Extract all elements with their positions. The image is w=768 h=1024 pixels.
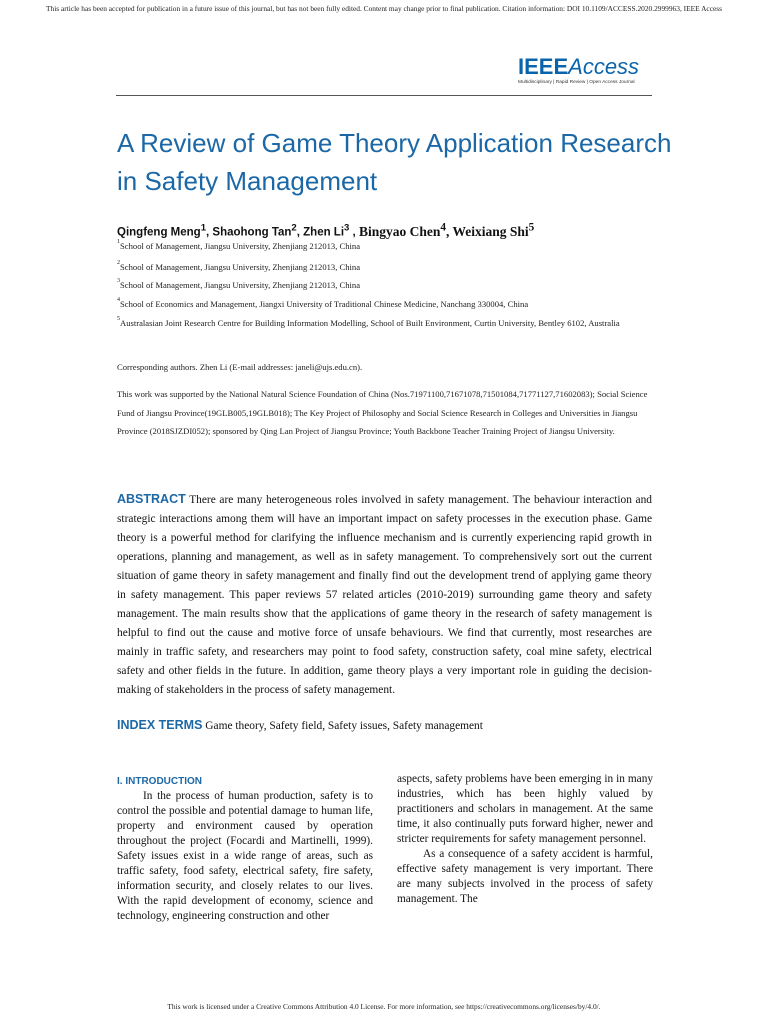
- author-name: Qingfeng Meng: [117, 226, 201, 239]
- funding-statement: This work was supported by the National Natural Science Foundation of China (Nos.71971100,71671078,71501084,71771127,71602083); Social Science Fund of Jiangsu Province(19GLB005,19GLB018); The Key Project of Philosophy and Social Science Research in Colleges and Universities in Jiangsu Province (2018SJZDI052); sponsored by Qing Lan Project of Jiangsu Province; Youth Backbone Teacher Training Project of Jiangsu University.: [117, 389, 648, 437]
- affiliation-text: School of Management, Jiangsu University, Zhenjiang 212013, China: [120, 280, 361, 290]
- column-right: [397, 772, 653, 907]
- column-left: [117, 772, 373, 924]
- abstract-label: ABSTRACT: [117, 492, 186, 506]
- abstract-text: There are many heterogeneous roles involved in safety management. The behaviour interaction and strategic interactions among them will have an important impact on safety processes in the execution phase. Game theory is a powerful method for clarifying the influence mechanism and is currently experiencing rapid growth in operations, planning and management, as well as in safety management. To comprehensively sort out the current situation of game theory in safety management and finally find out the development trend of applying game theory in safety management. This paper reviews 57 related articles (2010-2019) surrounding game theory and safety management. The main results show that the applications of game theory in the research of safety management is helpful to find out the cause and motive force of unsafe behaviours. We find that currently, most researches are mainly in traffic safety, and researchers may point to food safety, construction safety, coal mine safety, electrical safety and other fields in the future. In addition, game theory plays a very important role in guiding the decision-making of stakeholders in the process of safety management.: [117, 494, 652, 696]
- author-name: Bingyao Chen: [358, 223, 441, 239]
- header-divider: [116, 95, 652, 96]
- affiliation-5: [117, 314, 623, 332]
- affiliation-text: Australasian Joint Research Centre for Building Information Modelling, School of Built Environment, Curtin University, Bentley 6102, Australia: [120, 318, 620, 328]
- affiliation-3: [117, 276, 657, 294]
- affiliation-sup: 5: [117, 316, 120, 322]
- license-footer: This work is licensed under a Creative Commons Attribution 4.0 License. For more information, see https://creativecommons.org/licenses/by/4.0/.: [167, 1002, 601, 1011]
- author-list: Qingfeng Meng$^1$, Shaohong Tan$^2$, Zhen Li$^3$ , Bingyao Chen$^4$, Weixiang Shi$^5$: [117, 221, 535, 239]
- author-name: Weixiang Shi: [452, 223, 529, 239]
- author-sup: 2: [291, 222, 297, 234]
- affiliation-4: [117, 295, 657, 313]
- index-terms-label: INDEX TERMS: [117, 718, 203, 732]
- author-sup: 3: [344, 222, 350, 234]
- affiliation-sup: 3: [117, 278, 120, 284]
- affiliation-1: [117, 237, 657, 255]
- author-sup: 4: [440, 221, 446, 233]
- affiliation-sup: 2: [117, 260, 120, 266]
- publication-notice: This article has been accepted for publication in a future issue of this journal, but has not been fully edited. Content may change prior to final publication. Citation information: DOI 10.1109/ACCESS.2020.2999963, IEEE Access: [45, 4, 723, 13]
- index-terms: [117, 716, 657, 736]
- section-heading: I. INTRODUCTION: [117, 776, 202, 787]
- index-terms-text: Game theory, Safety field, Safety issues, Safety management: [205, 720, 483, 732]
- affiliation-2: [117, 258, 657, 276]
- affiliation-sup: 1: [117, 239, 120, 245]
- corresponding-author: Corresponding authors. Zhen Li (E-mail addresses: janeli@ujs.edu.cn).: [117, 362, 363, 372]
- affiliation-text: School of Management, Jiangsu University, Zhenjiang 212013, China: [120, 241, 361, 251]
- affiliation-sup: 4: [117, 297, 120, 303]
- logo-ieee-text: IEEE: [518, 54, 569, 79]
- ieee-access-logo: [518, 55, 652, 85]
- abstract: [117, 490, 652, 700]
- author-sup: 5: [528, 221, 535, 233]
- author-name: Shaohong Tan: [212, 226, 292, 239]
- logo-access-text: Access: [568, 54, 640, 79]
- author-sup: 1: [200, 222, 207, 234]
- affiliation-text: School of Management, Jiangsu University, Zhenjiang 212013, China: [120, 262, 361, 272]
- body-paragraph: As a consequence of a safety accident is harmful, effective safety management is very important. There are many subjects involved in the process of safety management. The: [397, 848, 653, 905]
- affiliation-text: School of Economics and Management, Jiangxi University of Traditional Chinese Medicine, Nanchang 330004, China: [120, 299, 529, 309]
- body-paragraph: In the process of human production, safety is to control the possible and potential damage to human life, property and environment caused by operation throughout the project (Focardi and Martinelli, 1999). Safety issues exist in a wide range of areas, such as traffic safety, food safety, electrical safety, fire safety, information security, and closely relates to our lives. With the rapid development of economy, science and technology, engineering construction and other: [117, 790, 373, 922]
- body-paragraph: aspects, safety problems have been emerging in in many industries, which has been highly valued by practitioners and scholars in management. At the same time, it also continually puts forward higher, newer and stricter requirements for safety management personnel.: [397, 773, 653, 845]
- author-name: Zhen Li: [303, 226, 345, 239]
- paper-title: A Review of Game Theory Application Research in Safety Management: [117, 128, 672, 196]
- logo-tagline: Multidisciplinary | Rapid Review | Open Access Journal: [518, 80, 635, 85]
